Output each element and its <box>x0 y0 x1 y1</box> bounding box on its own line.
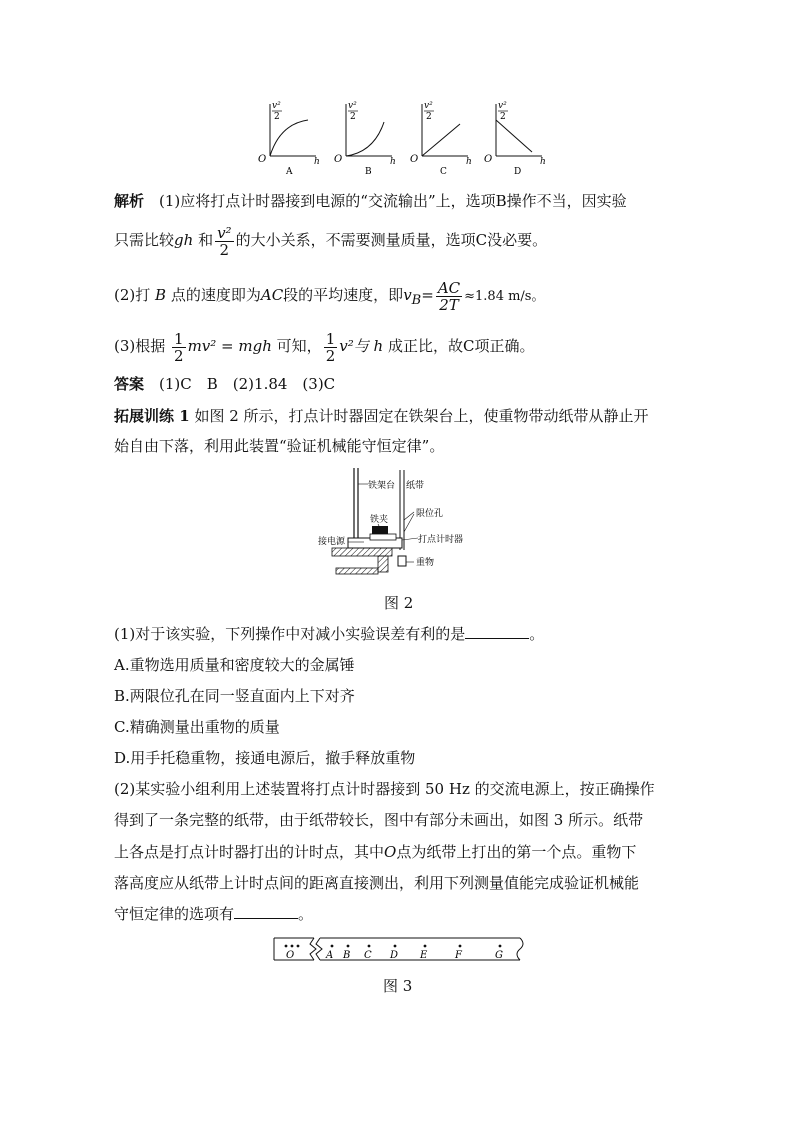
q2-line-2: 得到了一条完整的纸带，由于纸带较长，图中有部分未画出，如图 3 所示。纸带 <box>114 811 644 829</box>
extension-line-2 <box>114 436 444 456</box>
tape-point-g: G <box>495 950 503 961</box>
math-b: B <box>155 286 167 304</box>
figure-2-caption: 图 2 <box>384 594 414 612</box>
tape-point-a: A <box>326 950 334 961</box>
q1-stem <box>114 624 544 644</box>
q1-stem-end: 。 <box>529 625 545 643</box>
label-limit-hole: 限位孔 <box>416 509 444 519</box>
graph-c-ylabel-den: 2 <box>426 112 432 122</box>
graph-a-ylabel-num: v² <box>272 101 281 111</box>
graph-c-ylabel-num: v² <box>424 101 433 111</box>
q2-line-5 <box>114 904 313 924</box>
graph-d-ylabel-num: v² <box>498 101 507 111</box>
analysis-line-3 <box>114 270 544 320</box>
graph-b-ylabel-den: 2 <box>350 112 356 122</box>
extension-label: 拓展训练 1 <box>114 407 190 425</box>
q1-option-d: D.用手托稳重物，接通电源后，撤手释放重物 <box>114 749 416 767</box>
graph-b-origin: O <box>334 154 343 165</box>
graph-b-caption: B <box>365 167 372 177</box>
q2-line-4: 落高度应从纸带上计时点间的距离直接测出，利用下列测量值能完成验证机械能 <box>114 874 640 892</box>
label-iron-stand: 铁架台 <box>368 481 396 491</box>
math-gh: gh <box>174 231 194 249</box>
graph-b <box>334 101 396 177</box>
graph-a-xlabel: h <box>314 157 320 167</box>
math-ac: AC <box>260 286 284 304</box>
answer-blank <box>465 624 529 639</box>
analysis-text: 只需比较 <box>114 231 175 249</box>
math-h: h <box>373 337 384 355</box>
option-ref: C <box>475 231 488 249</box>
tape-point-e: E <box>420 950 428 961</box>
graph-c-xlabel: h <box>466 157 472 167</box>
graph-c <box>410 101 472 177</box>
q1-option-b: B.两限位孔在同一竖直面内上下对齐 <box>114 687 355 705</box>
extension-text: 如图 2 所示，打点计时器固定在铁架台上，使重物带动纸带从静止开 <box>194 407 649 425</box>
label-timer: 打点计时器 <box>418 535 464 545</box>
q1-stem-text: (1)对于该实验，下列操作中对减小实验误差有利的是 <box>114 625 466 643</box>
analysis-text: 和 <box>198 231 214 249</box>
tape-point-c: C <box>364 950 372 961</box>
analysis-text: 操作不当，因实验 <box>506 192 627 210</box>
analysis-line-1 <box>114 191 627 211</box>
analysis-result: ≈1.84 m/s。 <box>464 289 545 304</box>
math-vb: v <box>403 286 412 304</box>
option-ref: C <box>462 337 475 355</box>
label-weight: 重物 <box>416 558 435 568</box>
analysis-text: (3)根据 <box>114 337 166 355</box>
label-paper-tape: 纸带 <box>406 481 425 491</box>
graph-options-figure <box>250 96 550 180</box>
answer-label: 答案 <box>114 375 145 393</box>
figure-3-caption: 图 3 <box>383 977 413 995</box>
analysis-line-4 <box>114 326 534 366</box>
analysis-text: 的大小关系，不需要测量质量，选项 <box>235 231 476 249</box>
q2-text: 点为纸带上打出的第一个点。重物下 <box>396 843 637 861</box>
q2-text: 守恒定律的选项有 <box>114 905 235 923</box>
math-eq: = <box>421 286 434 304</box>
graph-a-ylabel-den: 2 <box>274 112 280 122</box>
analysis-line-2 <box>114 220 547 260</box>
analysis-text: (1)应将打点计时器接到电源的“交流输出”上，选项 <box>159 192 496 210</box>
paper-tape-figure <box>270 934 532 966</box>
tape-point-d: D <box>390 950 399 961</box>
analysis-text: 可知， <box>276 337 322 355</box>
fraction-half: $\frac{1}{2}$ <box>174 329 184 365</box>
graph-c-origin: O <box>410 154 419 165</box>
graph-a-caption: A <box>286 167 293 177</box>
extension-line-1 <box>114 406 649 426</box>
math-o: O <box>384 843 397 861</box>
q2-line-1: (2)某实验小组利用上述装置将打点计时器接到 50 Hz 的交流电源上，按正确操作 <box>114 780 655 798</box>
fraction-ac-over-2t: $\frac{AC}{2T}$ <box>437 278 461 314</box>
analysis-text: 段的平均速度，即 <box>283 286 404 304</box>
q1-option-c: C.精确测量出重物的质量 <box>114 718 280 736</box>
analysis-text: 成正比，故 <box>387 337 463 355</box>
graph-d-origin: O <box>484 154 493 165</box>
fraction-half: $\frac{1}{2}$ <box>325 329 336 365</box>
fraction-v2-over-2: $\frac{\text{v²}}{2}$ <box>217 223 232 259</box>
apparatus-figure <box>318 464 482 582</box>
answer-line <box>114 374 335 394</box>
graph-a-origin: O <box>258 154 267 165</box>
q1-option-a: A.重物选用质量和密度较大的金属锤 <box>114 656 355 674</box>
graph-a <box>258 101 320 177</box>
math-energy: mv² = mgh <box>187 337 272 355</box>
graph-c-caption: C <box>440 167 447 177</box>
q2-line-3 <box>114 842 636 862</box>
graph-b-xlabel: h <box>390 157 396 167</box>
analysis-text: (2)打 <box>114 286 151 304</box>
label-power-supply: 接电源 <box>318 537 346 547</box>
option-ref: B <box>495 192 507 210</box>
tape-point-o: O <box>286 950 295 961</box>
graph-b-ylabel-num: v² <box>348 101 357 111</box>
graph-d-caption: D <box>514 167 522 177</box>
extension-text: 始自由下落，利用此装置“验证机械能守恒定律”。 <box>114 437 445 455</box>
math-vb-sub: B <box>411 293 422 308</box>
analysis-text: 项正确。 <box>474 337 535 355</box>
analysis-text: 没必要。 <box>487 231 548 249</box>
answer-blank <box>234 904 298 919</box>
q2-text: 上各点是打点计时器打出的计时点，其中 <box>114 843 385 861</box>
graph-d-xlabel: h <box>540 157 546 167</box>
analysis-label: 解析 <box>114 192 145 210</box>
math-v2: v²与 <box>339 337 369 355</box>
analysis-text: 点的速度即为 <box>170 286 261 304</box>
q2-end: 。 <box>298 905 314 923</box>
tape-point-b: B <box>343 950 351 961</box>
graph-d <box>484 101 546 177</box>
tape-point-f: F <box>455 950 462 961</box>
label-iron-clamp: 铁夹 <box>370 515 389 525</box>
answer-text: (1)C B (2)1.84 (3)C <box>159 375 336 393</box>
graph-d-ylabel-den: 2 <box>500 112 506 122</box>
